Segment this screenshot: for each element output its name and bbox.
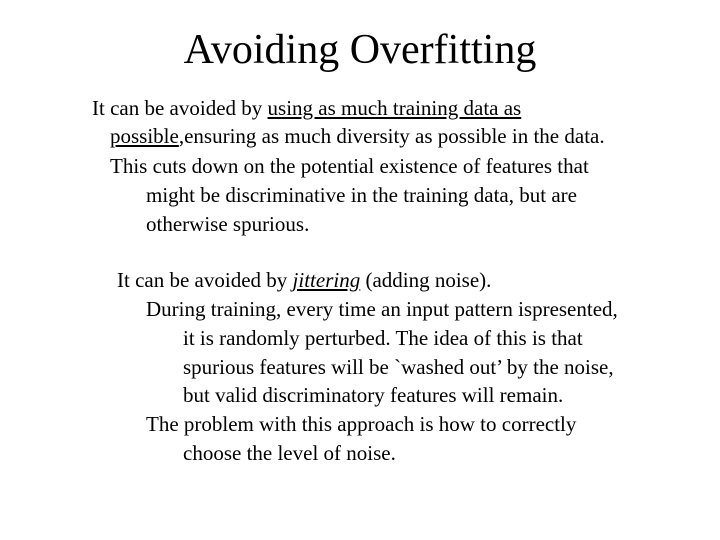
paragraph1-line5: otherwise spurious. [146,212,310,236]
jittering-term: jittering [292,268,361,292]
paragraph1-line2-suffix: ,ensuring as much diversity as possible in the data. [178,124,605,148]
slide-title: Avoiding Overfitting [183,27,537,73]
paragraph1-line2 [110,123,605,149]
paragraph2-line2: During training, every time an input pattern ispresented, [146,297,618,321]
paragraph2-line7: choose the level of noise. [183,441,396,465]
paragraph2-line3: it is randomly perturbed. The idea of this is that [183,326,583,350]
paragraph1-line3: This cuts down on the potential existence of features that [110,154,589,178]
paragraph2-line6: The problem with this approach is how to correctly [146,412,577,436]
paragraph1-line1-prefix: It can be avoided by [92,96,268,120]
paragraph2-line5: but valid discriminatory features will remain. [183,383,564,407]
paragraph2-line1 [117,267,491,293]
paragraph1-line1 [92,95,521,121]
paragraph1-underlined-phrase-end: possible [110,124,179,148]
paragraph2-line4: spurious features will be `washed out’ by the noise, [183,355,614,379]
paragraph2-line1-suffix: (adding noise). [360,268,492,292]
paragraph2-line1-prefix: It can be avoided by [117,268,293,292]
paragraph1-underlined-phrase-start: using as much training data as [267,96,522,120]
paragraph1-line4: might be discriminative in the training data, but are [146,183,577,207]
